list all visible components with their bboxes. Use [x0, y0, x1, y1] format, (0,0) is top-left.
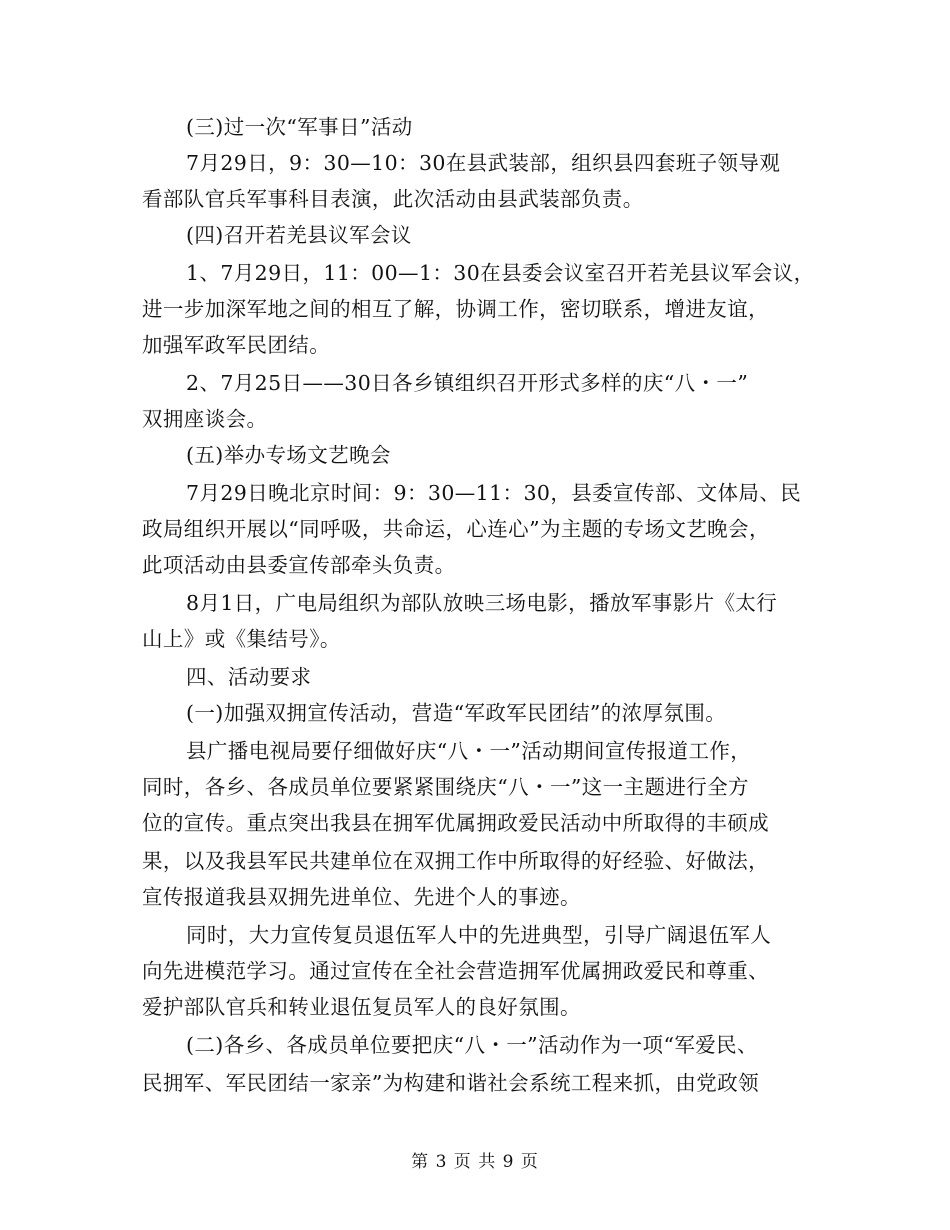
paragraph-line: 向先进模范学习。通过宣传在全社会营造拥军优属拥政爱民和尊重、	[142, 959, 769, 983]
paragraph-line: 山上》或《集结号》。	[142, 627, 341, 651]
paragraph-line: 加强军政军民团结。	[142, 333, 331, 357]
paragraph-line: 看部队官兵军事科目表演，此次活动由县武装部负责。	[142, 187, 644, 211]
paragraph-line: 此项活动由县委宣传部牵头负责。	[142, 553, 456, 577]
paragraph-line: 位的宣传。重点突出我县在拥军优属拥政爱民活动中所取得的丰硕成	[142, 811, 769, 835]
paragraph-line: 宣传报道我县双拥先进单位、先进个人的事迹。	[142, 885, 581, 909]
paragraph-line: 进一步加深军地之间的相互了解，协调工作，密切联系，增进友谊，	[142, 297, 769, 321]
paragraph-line: 县广播电视局要仔细做好庆“八・一”活动期间宣传报道工作，	[186, 739, 752, 763]
heading-requirements: 四、活动要求	[186, 665, 312, 689]
paragraph-line: 8月1日，广电局组织为部队放映三场电影，播放军事影片《太行	[186, 591, 778, 615]
heading-military-meeting: (四)召开若羌县议军会议	[186, 223, 412, 247]
paragraph-line: 1、7月29日，11：00—1：30在县委会议室召开若羌县议军会议，	[186, 261, 815, 285]
paragraph-line: 爱护部队官兵和转业退伍复员军人的良好氛围。	[142, 995, 581, 1019]
heading-publicity: (一)加强双拥宣传活动，营造“军政军民团结”的浓厚氛围。	[186, 701, 727, 725]
paragraph-line: 2、7月25日——30日各乡镇组织召开形式多样的庆“八・一”	[186, 371, 749, 395]
paragraph-line: 双拥座谈会。	[142, 407, 268, 431]
heading-gala: (五)举办专场文艺晚会	[186, 443, 391, 467]
paragraph-line: (二)各乡、各成员单位要把庆“八・一”活动作为一项“军爱民、	[186, 1033, 758, 1057]
paragraph-line: 7月29日晚北京时间：9：30—11：30，县委宣传部、文体局、民	[186, 481, 802, 505]
paragraph-line: 政局组织开展以“同呼吸，共命运，心连心”为主题的专场文艺晚会，	[142, 517, 770, 541]
paragraph-line: 同时，各乡、各成员单位要紧紧围绕庆“八・一”这一主题进行全方	[142, 775, 749, 799]
paragraph-line: 7月29日，9：30—10：30在县武装部，组织县四套班子领导观	[186, 151, 781, 175]
paragraph-line: 果，以及我县军民共建单位在双拥工作中所取得的好经验、好做法，	[142, 849, 769, 873]
page-number-footer: 第 3 页 共 9 页	[411, 1152, 539, 1172]
paragraph-line: 同时，大力宣传复员退伍军人中的先进典型，引导广阔退伍军人	[186, 923, 772, 947]
heading-military-day: (三)过一次“军事日”活动	[186, 115, 413, 139]
paragraph-line: 民拥军、军民团结一家亲”为构建和谐社会系统工程来抓，由党政领	[142, 1071, 759, 1095]
